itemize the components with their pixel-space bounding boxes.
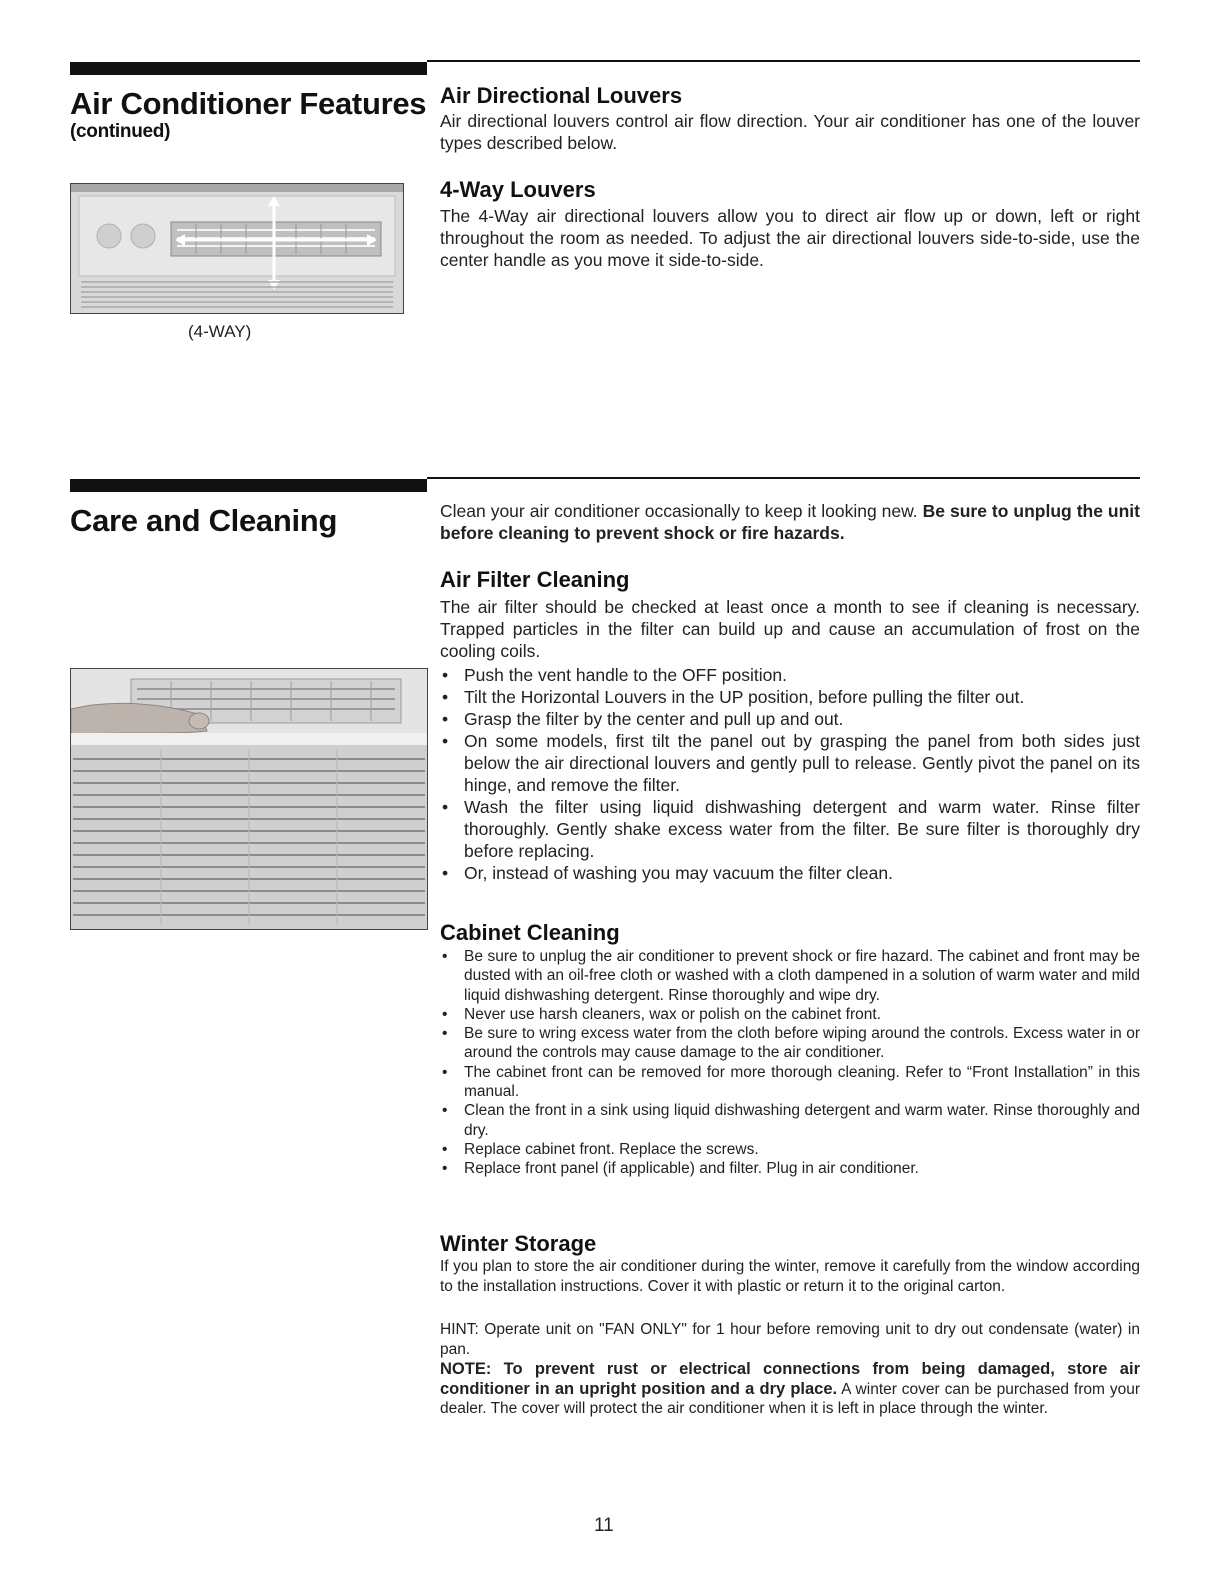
care-intro-warning: Be sure to unplug the unit before cleaning to prevent shock or fire hazards. (440, 501, 1140, 543)
list-item: • Replace front panel (if applicable) and filter. Plug in air conditioner. (440, 1159, 1140, 1178)
louvers-body: Air directional louvers control air flow direction. Your air conditioner has one of the louver types described below. (440, 111, 1140, 153)
winter-note (440, 1360, 1140, 1419)
section-title: Care and Cleaning (70, 503, 338, 538)
winter-heading: Winter Storage (440, 1231, 597, 1256)
list-item: • Never use harsh cleaners, wax or polish on the cabinet front. (440, 1005, 1140, 1024)
list-item: • Be sure to unplug the air conditioner to prevent shock or fire hazard. The cabinet and front may be dusted with an oil-free cloth or washed with a cloth dampened in a solution of warm water and mild liquid dishwashing detergent. Rinse thoroughly and wipe dry. (440, 947, 1140, 1005)
care-intro-text: Clean your air conditioner occasionally to keep it looking new. (440, 501, 918, 521)
filter-steps-list (440, 664, 1140, 884)
image-caption: (4-WAY) (188, 322, 252, 341)
section-title: Air Conditioner Features (70, 86, 427, 121)
section-rule-thick (70, 479, 427, 492)
filter-heading: Air Filter Cleaning (440, 567, 630, 592)
list-item: • Clean the front in a sink using liquid dishwashing detergent and warm water. Rinse thoroughly and dry. (440, 1101, 1140, 1140)
care-intro (440, 500, 1140, 544)
filter-body: The air filter should be checked at least once a month to see if cleaning is necessary. Trapped particles in the filter can build up and cause an accumulation of frost on the cooling coils. (440, 597, 1140, 661)
list-item: • Tilt the Horizontal Louvers in the UP position, before pulling the filter out. (440, 686, 1140, 708)
list-item: • Or, instead of washing you may vacuum the filter clean. (440, 862, 1140, 884)
list-item: • Grasp the filter by the center and pull up and out. (440, 708, 1140, 730)
cabinet-heading: Cabinet Cleaning (440, 920, 620, 945)
list-item: • On some models, first tilt the panel out by grasping the panel from both sides just below the air directional louvers and gently pull to release. Gently pivot the panel on its hinge, and remove the filter. (440, 730, 1140, 796)
list-item: • Push the vent handle to the OFF position. (440, 664, 1140, 686)
section-rule-thin (427, 477, 1140, 479)
list-item: • Replace cabinet front. Replace the screws. (440, 1140, 1140, 1159)
fourway-heading: 4-Way Louvers (440, 177, 596, 202)
four-way-louver-image (70, 183, 404, 314)
winter-hint: HINT: Operate unit on "FAN ONLY" for 1 hour before removing unit to dry out condensate (water) in pan. (440, 1321, 1140, 1358)
list-item: • Be sure to wring excess water from the cloth before wiping around the controls. Excess water in or around the controls may cause damage to the air conditioner. (440, 1024, 1140, 1063)
cabinet-steps-list (440, 947, 1140, 1179)
list-item: • The cabinet front can be removed for more thorough cleaning. Refer to “Front Installation” in this manual. (440, 1063, 1140, 1102)
section-rule-thin (427, 60, 1140, 62)
section-rule-thick (70, 62, 427, 75)
winter-note-text: A winter cover can be purchased from your dealer. The cover will protect the air conditioner when it is left in place through the winter. (440, 1380, 1140, 1417)
fourway-body: The 4-Way air directional louvers allow you to direct air flow up or down, left or right throughout the room as needed. To adjust the air directional louvers side-to-side, use the center handle as you move it side-to-side. (440, 206, 1140, 270)
list-item: • Wash the filter using liquid dishwashing detergent and warm water. Rinse filter thoroughly. Gently shake excess water from the filter. Be sure filter is thoroughly dry before replacing. (440, 796, 1140, 862)
section-subtitle: (continued) (70, 121, 171, 142)
page-number: 11 (594, 1515, 614, 1536)
louvers-heading: Air Directional Louvers (440, 83, 683, 108)
winter-note-warning: NOTE: To prevent rust or electrical connections from being damaged, store air conditioner in an upright position and a dry place. (440, 1360, 1140, 1398)
winter-body: If you plan to store the air conditioner during the winter, remove it carefully from the window according to the installation instructions. Cover it with plastic or return it to the original carton. (440, 1258, 1140, 1295)
air-filter-image (70, 668, 428, 930)
